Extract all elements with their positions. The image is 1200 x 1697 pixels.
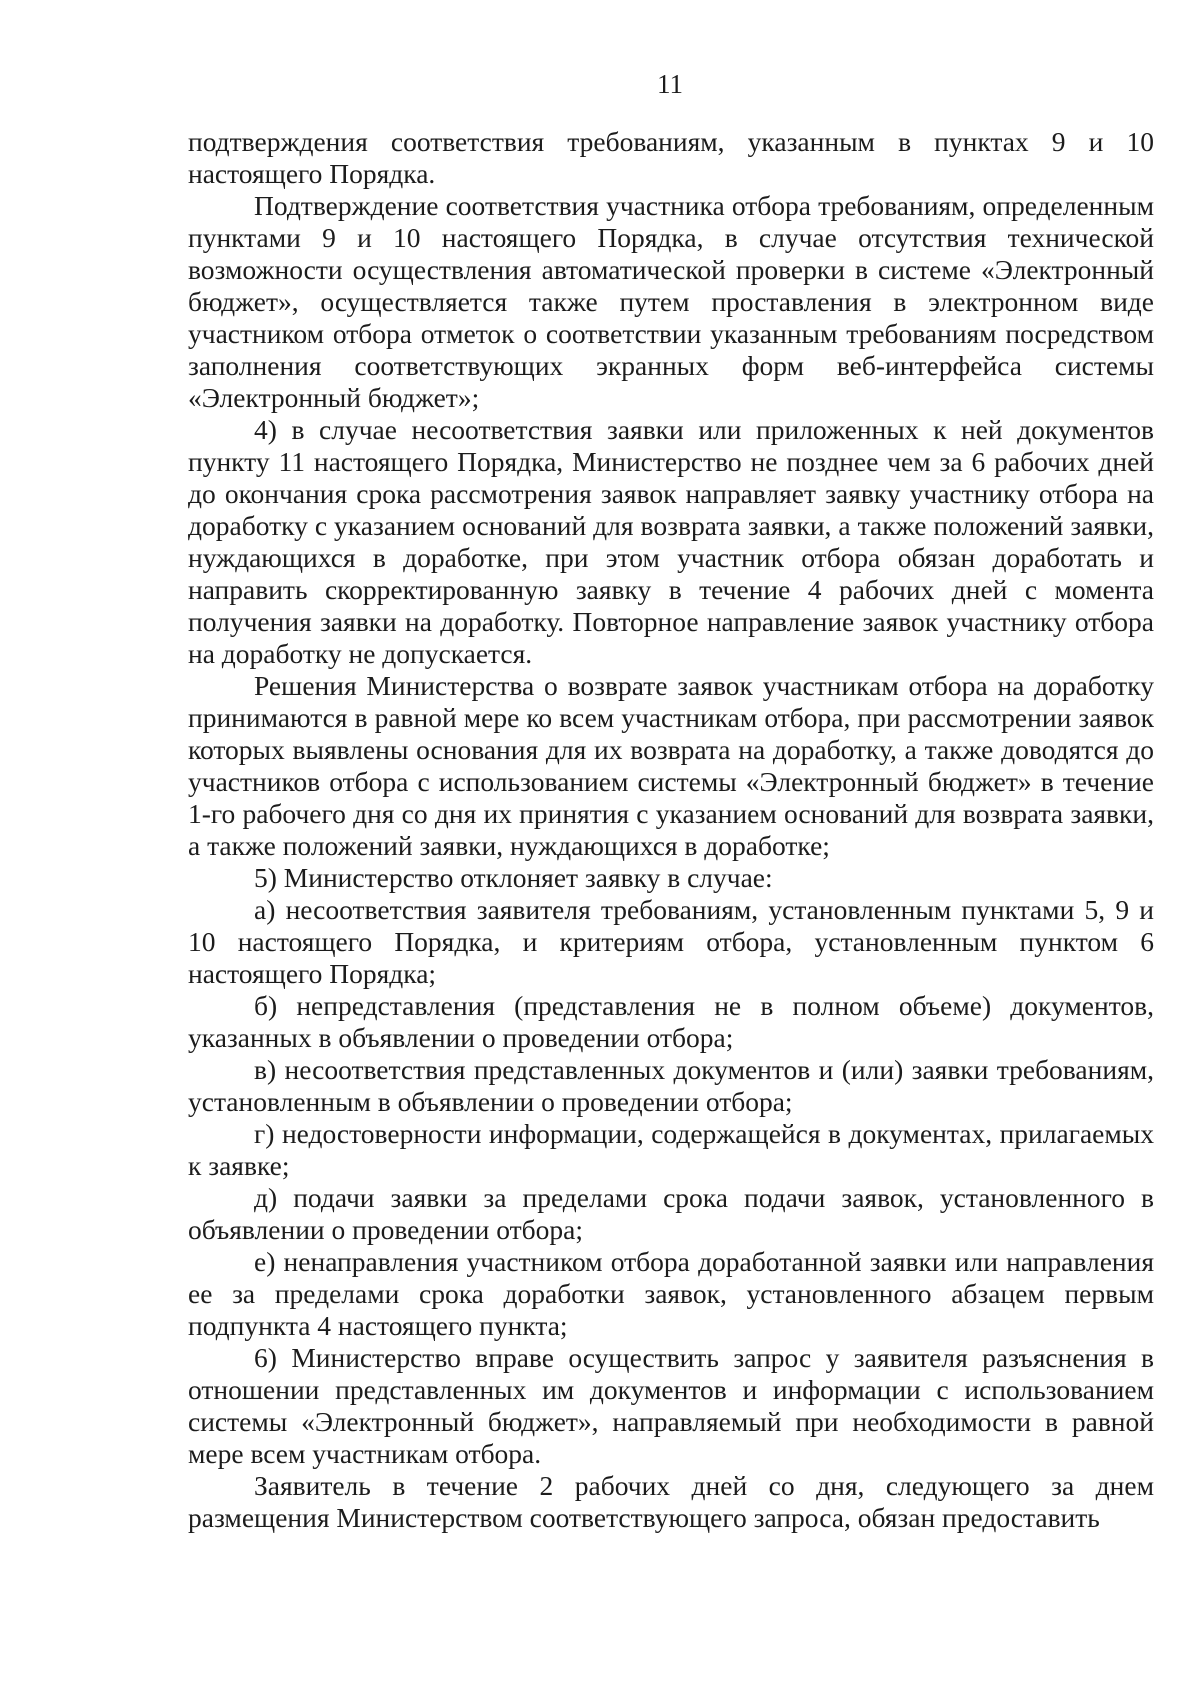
paragraph-confirmation: Подтверждение соответствия участника отбора требованиям, определенным пунктами 9 и 10 настоящего Порядка, в случае отсутствия технической возможности осуществления автоматической проверки в системе «Электронный бюджет», осуществляется также путем проставления в электронном виде участником отбора отметок о соответствии указанным требованиям посредством заполнения соответствующих экранных форм веб-интерфейса системы «Электронный бюджет»; [188, 190, 1154, 413]
paragraph-item-5a: а) несоответствия заявителя требованиям, установленным пунктами 5, 9 и 10 настоящего Порядка, и критериям отбора, установленным пунктом 6 настоящего Порядка; [188, 894, 1154, 989]
paragraph-item-5d: д) подачи заявки за пределами срока подачи заявок, установленного в объявлении о проведении отбора; [188, 1182, 1154, 1245]
page-number: 11 [657, 69, 683, 99]
paragraph-item-5g: г) недостоверности информации, содержащейся в документах, прилагаемых к заявке; [188, 1118, 1154, 1181]
paragraph-item-5: 5) Министерство отклоняет заявку в случае: [254, 862, 773, 893]
paragraph-applicant-obligation: Заявитель в течение 2 рабочих дней со дня, следующего за днем размещения Министерством соответствующего запроса, обязан предоставить [188, 1470, 1154, 1533]
paragraph-item-4: 4) в случае несоответствия заявки или приложенных к ней документов пункту 11 настоящего Порядка, Министерство не позднее чем за 6 рабочих дней до окончания срока рассмотрения заявок направляет заявку участнику отбора на доработку с указанием оснований для возврата заявки, а также положений заявки, нуждающихся в доработке, при этом участник отбора обязан доработать и направить скорректированную заявку в течение 4 рабочих дней с момента получения заявки на доработку. Повторное направление заявок участнику отбора на доработку не допускается. [188, 414, 1154, 669]
document-body [188, 126, 1154, 1534]
paragraph-item-6: 6) Министерство вправе осуществить запрос у заявителя разъяснения в отношении представленных им документов и информации с использованием системы «Электронный бюджет», направляемый при необходимости в равной мере всем участникам отбора. [188, 1342, 1154, 1469]
paragraph-item-5v: в) несоответствия представленных документов и (или) заявки требованиям, установленным в объявлении о проведении отбора; [188, 1054, 1154, 1117]
paragraph-item-5b: б) непредставления (представления не в полном объеме) документов, указанных в объявлении о проведении отбора; [188, 990, 1154, 1053]
paragraph-continuation: подтверждения соответствия требованиям, указанным в пунктах 9 и 10 настоящего Порядка. [188, 126, 1154, 189]
paragraph-item-5e: е) ненаправления участником отбора доработанной заявки или направления ее за пределами срока доработки заявок, установленного абзацем первым подпункта 4 настоящего пункта; [188, 1246, 1154, 1341]
paragraph-return-decisions: Решения Министерства о возврате заявок участникам отбора на доработку принимаются в равной мере ко всем участникам отбора, при рассмотрении заявок которых выявлены основания для их возврата на доработку, а также доводятся до участников отбора с использованием системы «Электронный бюджет» в течение 1-го рабочего дня со дня их принятия с указанием оснований для возврата заявки, а также положений заявки, нуждающихся в доработке; [188, 670, 1154, 861]
